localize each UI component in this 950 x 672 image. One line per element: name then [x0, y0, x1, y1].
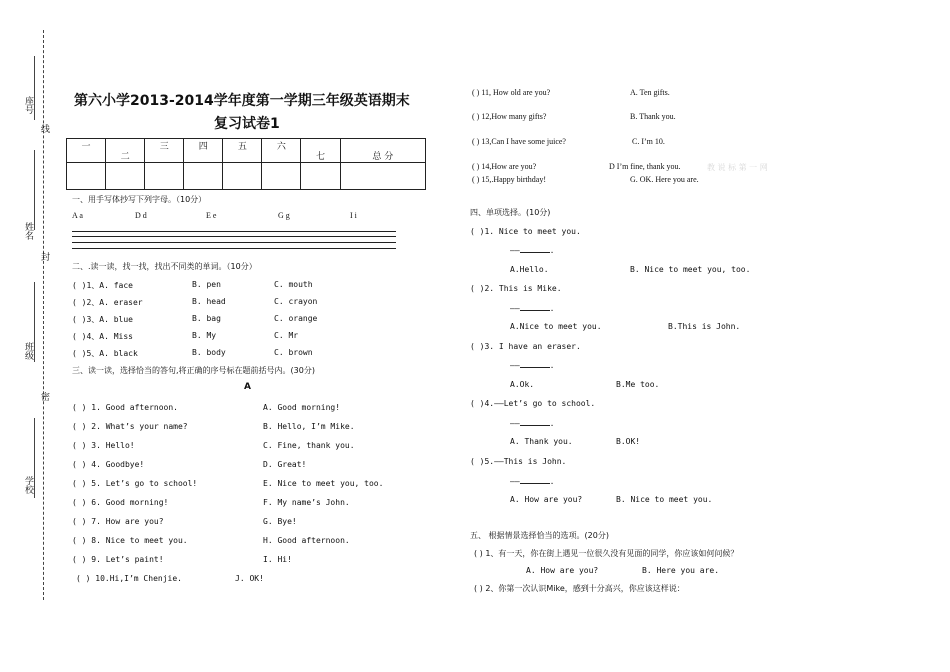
seat-label: 座号: [23, 96, 33, 114]
score-header-total: 总 分: [340, 139, 425, 163]
match-answer-15: G. OK. Here you are.: [630, 175, 699, 184]
s2-question-3: ( )3、A. blue: [72, 315, 133, 324]
s4-dash: ——: [510, 361, 520, 370]
s4-question-5: ( )5.——This is John.: [470, 457, 567, 466]
s2-option-c-1: C. mouth: [274, 280, 313, 289]
score-header-6: 六: [262, 139, 301, 163]
score-table: [66, 138, 426, 190]
s4-dash: ——: [510, 304, 520, 313]
answer-blank: [520, 360, 550, 368]
s4-option-b-2: B.This is John.: [668, 322, 741, 331]
handwriting-line: [72, 242, 396, 243]
letter-3: E e: [206, 211, 217, 220]
s3-question-3: ( ) 3. Hello!: [72, 441, 135, 450]
section3-title: 三、读一读，选择恰当的答句,将正确的序号标在题前括号内。(30分): [72, 366, 315, 375]
score-cell[interactable]: [184, 163, 223, 190]
s3-answer-10: J. OK!: [235, 574, 264, 583]
s5-option-b-1: B. Here you are.: [642, 566, 720, 575]
s2-option-b-4: B. My: [192, 331, 217, 340]
line-label: 线: [39, 124, 49, 133]
s4-question-4: ( )4.——Let’s go to school.: [470, 399, 596, 408]
handwriting-line: [72, 236, 396, 237]
s3-answer-6: F. My name’s John.: [263, 498, 350, 507]
score-table-header-row: [67, 139, 426, 163]
score-header-4: 四: [184, 139, 223, 163]
section5-title: 五、 根据情景选择恰当的选项。(20分): [470, 531, 609, 540]
s3-answer-5: E. Nice to meet you, too.: [263, 479, 384, 488]
name-label: 姓名: [23, 222, 33, 240]
s4-option-a-3: A.Ok.: [510, 380, 535, 389]
s4-option-a-2: A.Nice to meet you.: [510, 322, 602, 331]
watermark-text: 教 说 标 第 一 网: [707, 163, 768, 172]
letter-5: I i: [350, 211, 357, 220]
s2-option-b-2: B. head: [192, 297, 226, 306]
s3-question-9: ( ) 9. Let’s paint!: [72, 555, 164, 564]
match-question-12: ( ) 12,How many gifts?: [472, 112, 547, 121]
score-header-5: 五: [223, 139, 262, 163]
s3-answer-3: C. Fine, thank you.: [263, 441, 355, 450]
binding-line: [43, 30, 44, 600]
s4-question-1: ( )1. Nice to meet you.: [470, 227, 581, 236]
match-answer-14: D I’m fine, thank you.: [609, 162, 681, 171]
s3-question-8: ( ) 8. Nice to meet you.: [72, 536, 188, 545]
score-cell[interactable]: [223, 163, 262, 190]
secret-label: 密: [39, 392, 49, 401]
s3-question-2: ( ) 2. What’s your name?: [72, 422, 188, 431]
match-question-15: ( ) 15,.Happy birthday!: [472, 175, 546, 184]
s2-option-b-3: B. bag: [192, 314, 221, 323]
s4-option-b-1: B. Nice to meet you, too.: [630, 265, 751, 274]
s3-question-6: ( ) 6. Good morning!: [72, 498, 169, 507]
s5-question-2: ( ) 2、你第一次认识Mike，感到十分高兴，你应该这样说：: [474, 584, 685, 593]
s4-option-a-1: A.Hello.: [510, 265, 549, 274]
section1-title: 一、用手写体抄写下列字母。（10分）: [72, 195, 207, 204]
s3-question-10: ( ) 10.Hi,I’m Chenjie.: [76, 574, 182, 583]
score-header-2: 二: [106, 139, 145, 163]
score-cell[interactable]: [340, 163, 425, 190]
letter-1: A a: [72, 211, 83, 220]
margin-underline-name: [34, 150, 35, 230]
s4-blank-4[interactable]: —— .: [510, 419, 555, 428]
class-label: 班级: [23, 342, 33, 360]
s3-answer-8: H. Good afternoon.: [263, 536, 350, 545]
section3-group-label: A: [244, 382, 251, 392]
s2-option-c-5: C. brown: [274, 348, 313, 357]
score-cell[interactable]: [67, 163, 106, 190]
answer-blank: [520, 303, 550, 311]
s5-option-a-1: A. How are you?: [526, 566, 599, 575]
page-title: 第六小学2013-2014学年度第一学期三年级英语期末: [74, 93, 410, 109]
s3-answer-2: B. Hello, I’m Mike.: [263, 422, 355, 431]
score-header-7: 七: [301, 139, 340, 163]
s2-option-b-5: B. body: [192, 348, 226, 357]
answer-blank: [520, 245, 550, 253]
section2-title: 二、.读一读，找一找，找出不同类的单词。（10分）: [72, 262, 257, 271]
score-cell[interactable]: [106, 163, 145, 190]
letter-2: D d: [135, 211, 147, 220]
s4-option-b-3: B.Me too.: [616, 380, 660, 389]
score-header-1: 一: [67, 139, 106, 163]
page-subtitle: 复习试卷1: [214, 116, 280, 132]
s4-blank-1[interactable]: —— .: [510, 246, 555, 255]
s4-blank-5[interactable]: —— .: [510, 477, 555, 486]
s3-question-5: ( ) 5. Let’s go to school!: [72, 479, 198, 488]
s3-question-1: ( ) 1. Good afternoon.: [72, 403, 178, 412]
match-answer-11: A. Ten gifts.: [630, 88, 670, 97]
s5-question-1: ( ) 1、有一天，你在街上遇见一位很久没有见面的同学，你应该如何问候？: [474, 549, 739, 558]
s3-answer-4: D. Great!: [263, 460, 307, 469]
s4-dash: ——: [510, 246, 520, 255]
s4-dash: ——: [510, 477, 520, 486]
s4-option-b-5: B. Nice to meet you.: [616, 495, 713, 504]
score-cell[interactable]: [262, 163, 301, 190]
s3-question-7: ( ) 7. How are you?: [72, 517, 164, 526]
s4-option-a-5: A. How are you?: [510, 495, 583, 504]
s4-blank-3[interactable]: —— .: [510, 361, 555, 370]
handwriting-line: [72, 248, 396, 249]
score-table-blank-row: [67, 163, 426, 190]
match-answer-12: B. Thank you.: [630, 112, 676, 121]
s2-question-5: ( )5、A. black: [72, 349, 138, 358]
s3-question-4: ( ) 4. Goodbye!: [72, 460, 145, 469]
s2-option-c-4: C. Mr: [274, 331, 299, 340]
score-cell[interactable]: [145, 163, 184, 190]
handwriting-line: [72, 231, 396, 232]
s3-answer-9: I. Hi!: [263, 555, 292, 564]
s2-option-b-1: B. pen: [192, 280, 221, 289]
match-question-11: ( ) 11, How old are you?: [472, 88, 551, 97]
letter-4: G g: [278, 211, 290, 220]
score-cell[interactable]: [301, 163, 340, 190]
s2-question-2: ( )2、A. eraser: [72, 298, 143, 307]
s3-answer-1: A. Good morning!: [263, 403, 341, 412]
s4-option-a-4: A. Thank you.: [510, 437, 573, 446]
answer-blank: [520, 476, 550, 484]
section4-title: 四、单项选择。(10分): [470, 208, 551, 217]
s2-question-4: ( )4、A. Miss: [72, 332, 133, 341]
s4-question-2: ( )2. This is Mike.: [470, 284, 562, 293]
s2-option-c-2: C. crayon: [274, 297, 318, 306]
school-label: 学校: [23, 476, 33, 494]
match-answer-13: C. I’m 10.: [632, 137, 665, 146]
match-question-14: ( ) 14,How are you?: [472, 162, 537, 171]
match-question-13: ( ) 13,Can I have some juice?: [472, 137, 566, 146]
handwriting-lines[interactable]: [72, 231, 396, 253]
score-header-3: 三: [145, 139, 184, 163]
s4-blank-2[interactable]: —— .: [510, 304, 555, 313]
s2-option-c-3: C. orange: [274, 314, 318, 323]
seal-label: 封: [39, 252, 49, 261]
answer-blank: [520, 418, 550, 426]
s4-question-3: ( )3. I have an eraser.: [470, 342, 581, 351]
s3-answer-7: G. Bye!: [263, 517, 297, 526]
s2-question-1: ( )1、A. face: [72, 281, 133, 290]
s4-dash: ——: [510, 419, 520, 428]
s4-option-b-4: B.OK!: [616, 437, 641, 446]
